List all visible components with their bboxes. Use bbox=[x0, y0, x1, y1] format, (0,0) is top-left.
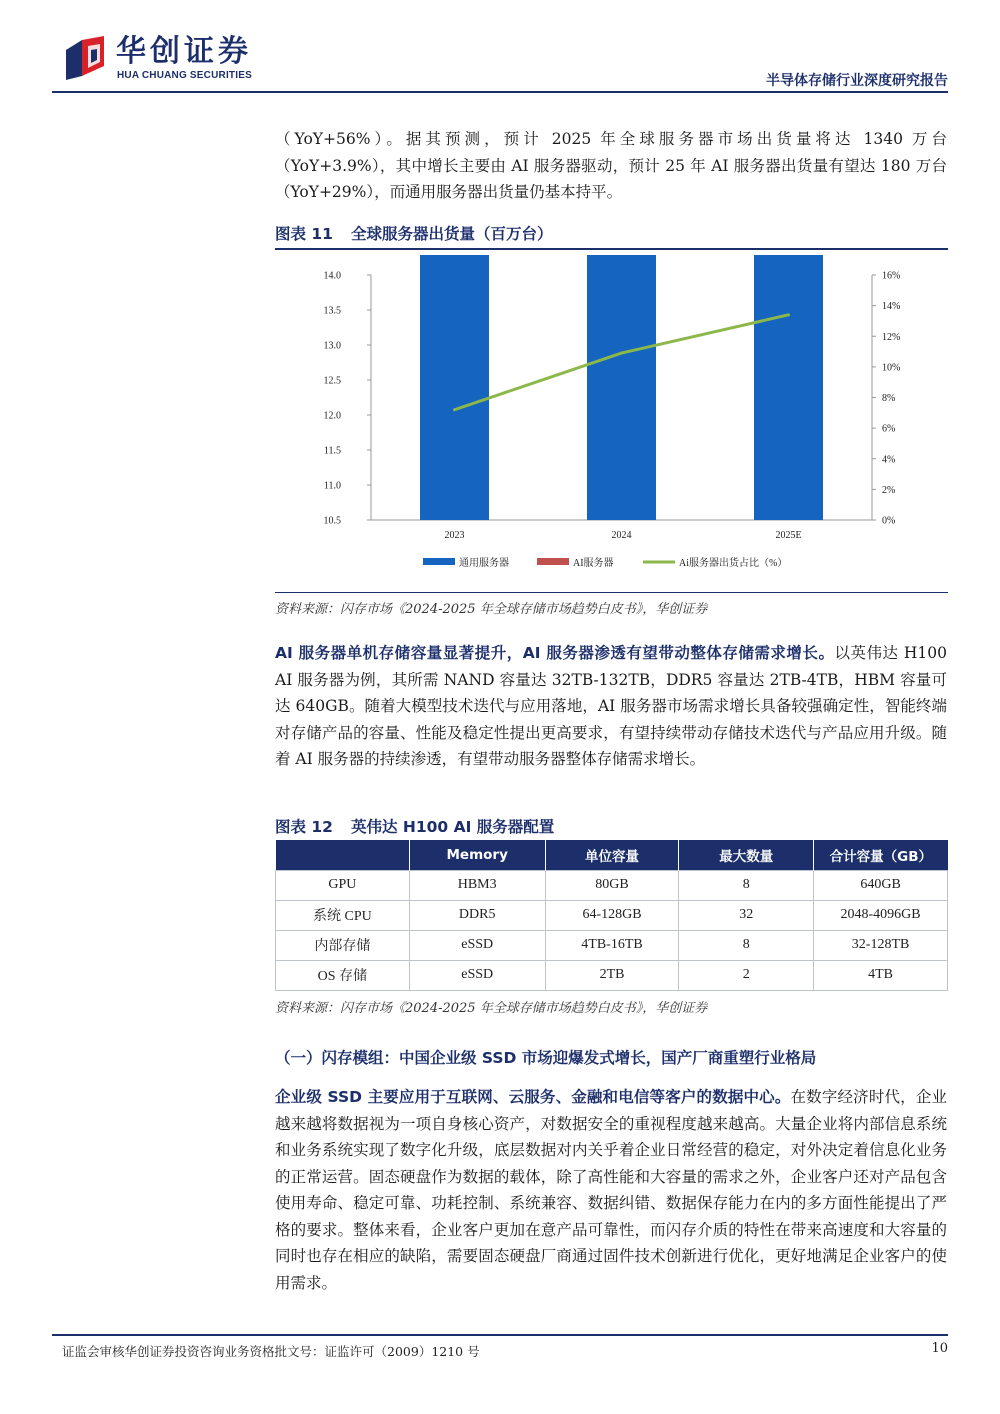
y-right-tick-label: 4% bbox=[882, 454, 896, 466]
table-header-row bbox=[276, 840, 948, 870]
ai-server-paragraph-lead: AI 服务器单机存储容量显著提升，AI 服务器渗透有望带动整体存储需求增长。 bbox=[275, 644, 835, 662]
y-left-tick-label: 12.0 bbox=[323, 410, 341, 422]
table-header-cell bbox=[276, 840, 410, 870]
table-header-cell: 单位容量 bbox=[545, 840, 679, 870]
figure-11-number: 图表 11 bbox=[275, 225, 333, 243]
y-left-tick-label: 13.5 bbox=[323, 305, 341, 317]
y-right-tick-label: 10% bbox=[882, 362, 901, 374]
ai-server-paragraph-body: 以英伟达 H100 AI 服务器为例，其所需 NAND 容量达 32TB-132TB，DDR5 容量达 2TB-4TB，HBM 容量可达 640GB。随着大模型技术迭代与应用落地，AI 服务器市场需求增长具备较强确定性，智能终端对存储产品的容量、性能及稳定性提出更高要求，有望持续带动存储技术迭代与产品应用升级。随着 AI 服务器的持续渗透，有望带动服务器整体存储需求增长。 bbox=[275, 644, 948, 768]
table-cell: 64-128GB bbox=[545, 900, 679, 930]
table-cell: eSSD bbox=[409, 960, 545, 990]
footer-divider bbox=[52, 1334, 948, 1336]
x-tick-label: 2023 bbox=[444, 530, 465, 541]
figure-12-source: 资料来源：闪存市场《2024-2025 年全球存储市场趋势白皮书》，华创证券 bbox=[275, 1001, 708, 1016]
chart-svg bbox=[275, 255, 948, 595]
y-left-tick-label: 12.5 bbox=[323, 375, 341, 387]
y-right-tick-label: 16% bbox=[882, 270, 901, 282]
table-header-cell: 最大数量 bbox=[679, 840, 814, 870]
legend-label: AI服务器 bbox=[573, 558, 614, 569]
table-cell: 8 bbox=[679, 930, 814, 960]
report-title: 半导体存储行业深度研究报告 bbox=[766, 73, 948, 89]
legend-label: Ai服务器出货占比（%） bbox=[679, 558, 788, 569]
figure-11-title bbox=[275, 222, 948, 244]
table-cell: 2 bbox=[679, 960, 814, 990]
table-header-cell: Memory bbox=[409, 840, 545, 870]
y-right-tick-label: 0% bbox=[882, 515, 896, 527]
table-row bbox=[276, 960, 948, 990]
enterprise-ssd-paragraph-body: 在数字经济时代，企业越来越将数据视为一项自身核心资产，对数据安全的重视程度越来越高。大量企业将内部信息系统和业务系统实现了数字化升级，底层数据对内关乎着企业日常经营的稳定，对外决定着信息化业务的正常运营。固态硬盘作为数据的载体，除了高性能和大容量的需求之外，企业客户还对产品包含使用寿命、稳定可靠、功耗控制、系统兼容、数据纠错、数据保存能力在内的多方面性能提出了严格的要求。整体来看，企业客户更加在意产品可靠性，而闪存介质的特性在带来高速度和大容量的同时也存在相应的缺陷，需要固态硬盘厂商通过固件技术创新进行优化，更好地满足企业客户的使用需求。 bbox=[275, 1088, 947, 1292]
table-cell: 内部存储 bbox=[276, 930, 410, 960]
table-cell: 32 bbox=[679, 900, 814, 930]
figure-11-caption: 全球服务器出货量（百万台） bbox=[350, 225, 553, 243]
table-cell: 640GB bbox=[814, 870, 948, 900]
page-number: 10 bbox=[931, 1341, 948, 1356]
legend-label: 通用服务器 bbox=[459, 558, 509, 569]
bar-general-server bbox=[420, 255, 489, 520]
server-shipment-chart bbox=[275, 255, 948, 595]
table-cell: 80GB bbox=[545, 870, 679, 900]
y-right-tick-label: 14% bbox=[882, 301, 901, 313]
figure-11-bottom-rule bbox=[275, 592, 948, 593]
figure-12-caption: 英伟达 H100 AI 服务器配置 bbox=[350, 818, 555, 836]
table-cell: 系统 CPU bbox=[276, 900, 410, 930]
table-cell: DDR5 bbox=[409, 900, 545, 930]
line-point bbox=[787, 313, 790, 316]
logo-text-en: HUA CHUANG SECURITIES bbox=[117, 70, 252, 81]
y-left-tick-label: 10.5 bbox=[323, 515, 341, 527]
page-header bbox=[0, 0, 1000, 96]
bar-general-server bbox=[587, 255, 656, 520]
footer-license: 证监会审核华创证券投资咨询业务资格批文号：证监许可（2009）1210 号 bbox=[62, 1344, 480, 1359]
y-left-tick-label: 11.5 bbox=[323, 445, 341, 457]
y-right-tick-label: 12% bbox=[882, 331, 901, 343]
line-point bbox=[453, 408, 456, 411]
y-right-tick-label: 8% bbox=[882, 393, 896, 404]
bar-general-server bbox=[754, 255, 823, 520]
x-tick-label: 2025E bbox=[775, 530, 802, 541]
table-cell: 8 bbox=[679, 870, 814, 900]
y-left-tick-label: 13.0 bbox=[323, 340, 341, 352]
y-right-tick-label: 2% bbox=[882, 484, 896, 496]
table-cell: 4TB bbox=[814, 960, 948, 990]
table-cell: GPU bbox=[276, 870, 410, 900]
table-cell: 4TB-16TB bbox=[545, 930, 679, 960]
figure-11-rule bbox=[275, 248, 948, 250]
table-header-cell: 合计容量（GB） bbox=[814, 840, 948, 870]
line-point bbox=[620, 352, 623, 355]
table-cell: 2048-4096GB bbox=[814, 900, 948, 930]
hua-chuang-logo-icon bbox=[66, 36, 106, 80]
header-divider bbox=[52, 91, 948, 93]
table-cell: OS 存储 bbox=[276, 960, 410, 990]
x-tick-label: 2024 bbox=[611, 530, 632, 541]
section-title: （一）闪存模组：中国企业级 SSD 市场迎爆发式增长，国产厂商重塑行业格局 bbox=[275, 1049, 817, 1067]
logo-text-cn: 华创证券 bbox=[116, 34, 252, 69]
table-cell: eSSD bbox=[409, 930, 545, 960]
table-cell: HBM3 bbox=[409, 870, 545, 900]
table-row bbox=[276, 930, 948, 960]
figure-12-title bbox=[275, 815, 948, 837]
table-cell: 32-128TB bbox=[814, 930, 948, 960]
table-row bbox=[276, 870, 948, 900]
legend-swatch bbox=[537, 558, 569, 565]
intro-paragraph: （YoY+56%）。据其预测，预计 2025 年全球服务器市场出货量将达 1340 万台（YoY+3.9%），其中增长主要由 AI 服务器驱动，预计 25 年 AI 服务器出货量有望达 180 万台（YoY+29%），而通用服务器出货量仍基本持平。 bbox=[275, 130, 947, 201]
table-cell: 2TB bbox=[545, 960, 679, 990]
legend-swatch bbox=[423, 558, 455, 565]
y-left-tick-label: 11.0 bbox=[323, 480, 341, 492]
enterprise-ssd-paragraph bbox=[275, 1084, 947, 1296]
table-row bbox=[276, 900, 948, 930]
ai-server-paragraph bbox=[275, 640, 947, 773]
h100-config-table bbox=[275, 840, 948, 991]
figure-12-number: 图表 12 bbox=[275, 818, 333, 836]
enterprise-ssd-paragraph-lead: 企业级 SSD 主要应用于互联网、云服务、金融和电信等客户的数据中心。 bbox=[275, 1088, 791, 1106]
figure-11-source: 资料来源：闪存市场《2024-2025 年全球存储市场趋势白皮书》，华创证券 bbox=[275, 602, 708, 617]
y-right-tick-label: 6% bbox=[882, 423, 896, 435]
y-left-tick-label: 14.0 bbox=[323, 270, 341, 282]
